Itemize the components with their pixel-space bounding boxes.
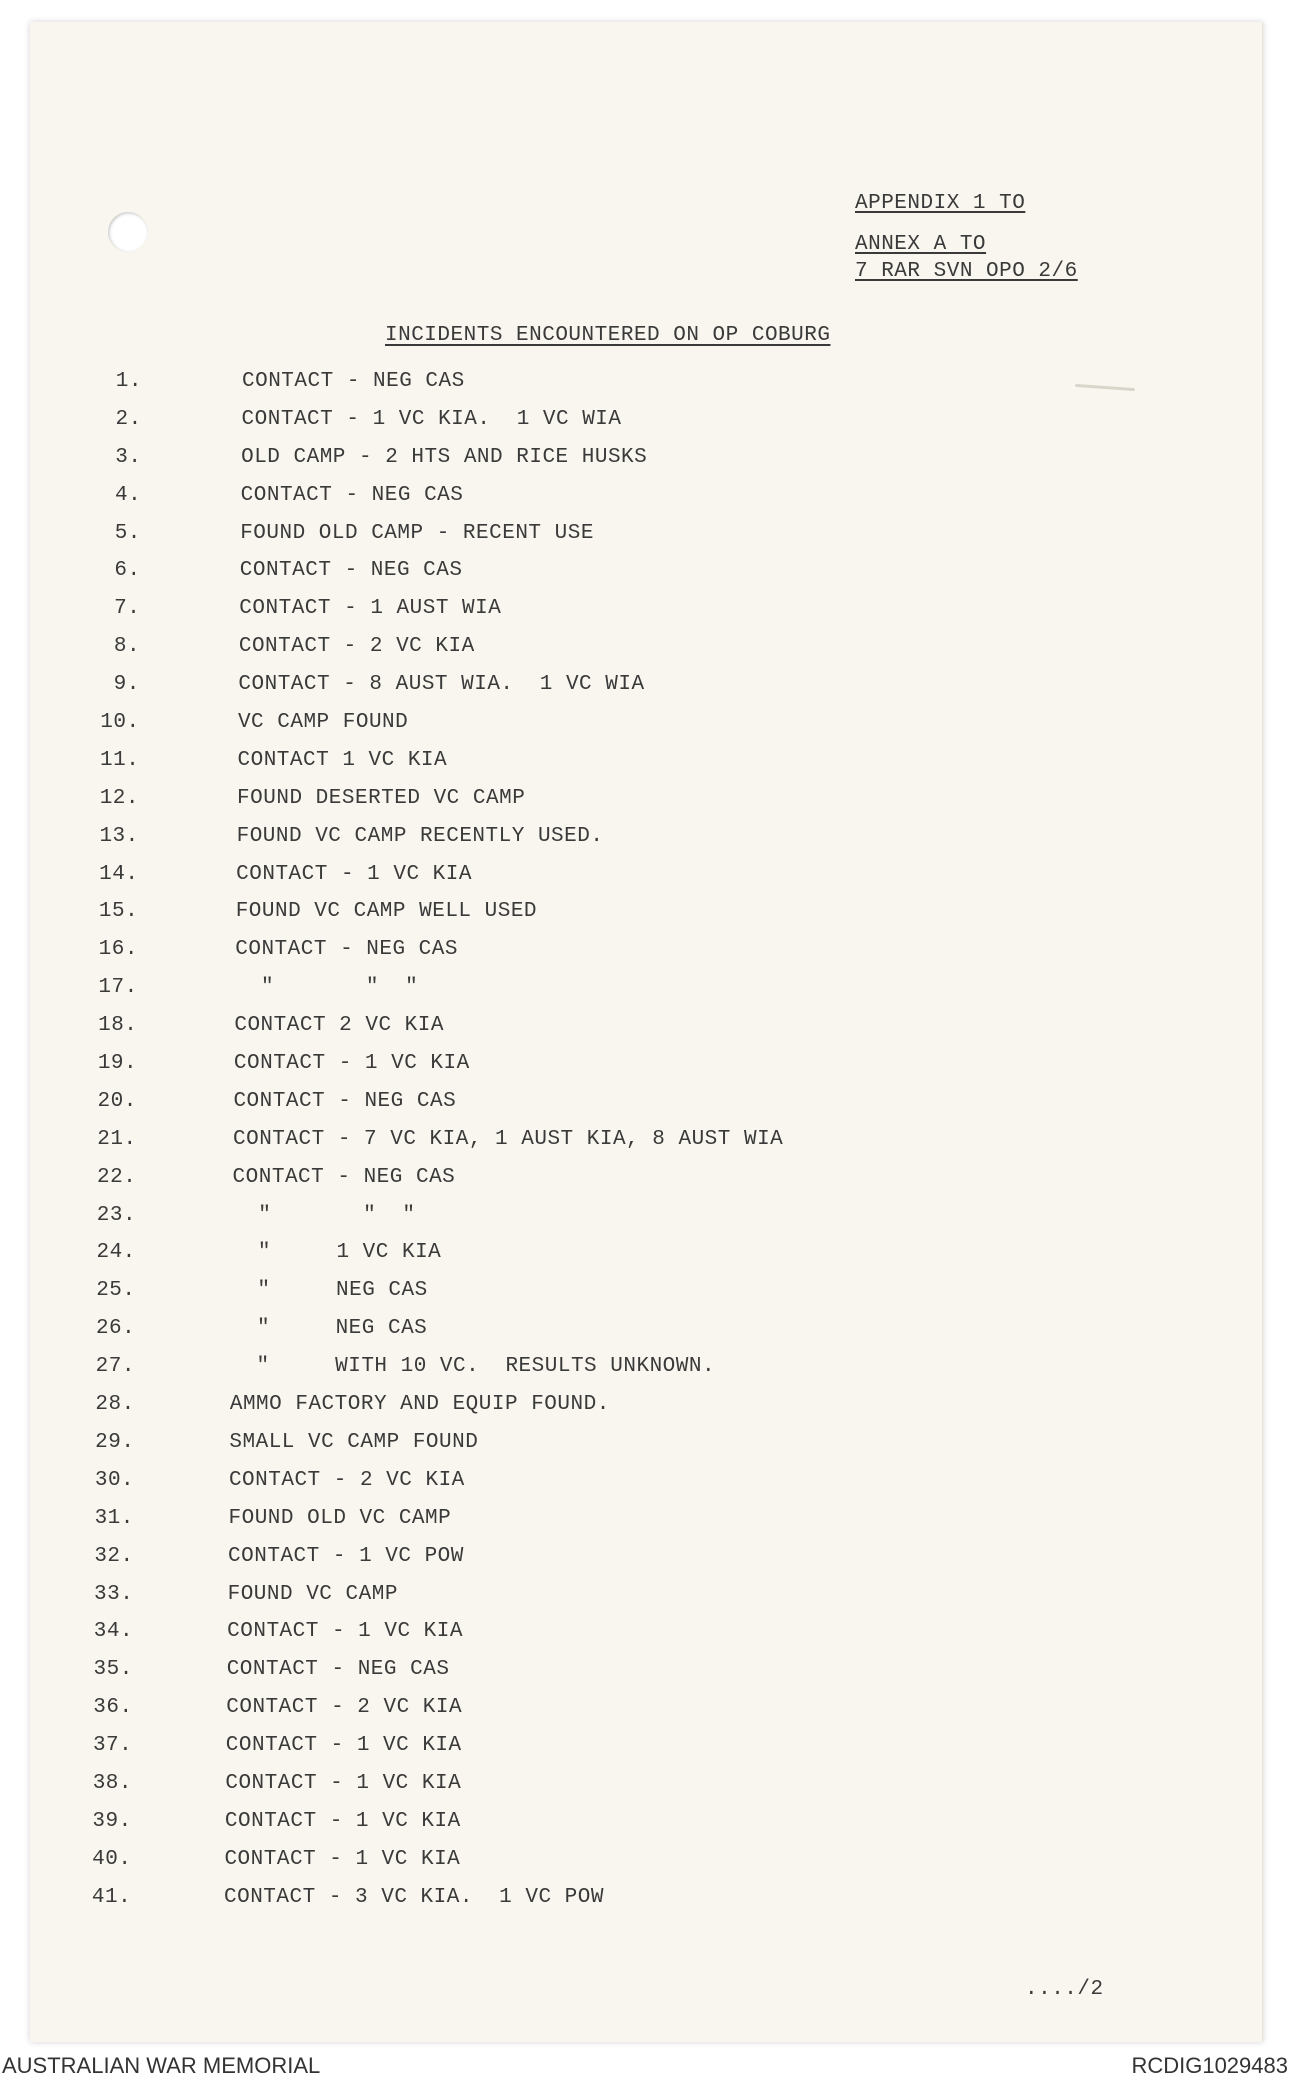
document-title: INCIDENTS ENCOUNTERED ON OP COBURG (385, 324, 831, 347)
incident-text: CONTACT - NEG CAS (232, 1165, 456, 1189)
incident-number: 9. (113, 673, 140, 697)
incident-number: 34. (93, 1620, 134, 1644)
incident-text: " WITH 10 VC. RESULTS UNKNOWN. (230, 1355, 716, 1379)
incident-text: FOUND VC CAMP WELL USED (235, 900, 538, 924)
incident-number: 28. (95, 1393, 135, 1417)
incident-text: FOUND OLD VC CAMP (228, 1506, 452, 1530)
incident-text: CONTACT - 1 VC KIA. 1 VC WIA (241, 407, 622, 431)
incident-text: FOUND VC CAMP (227, 1582, 398, 1606)
incident-row (0, 1886, 1291, 1924)
incident-number: 38. (92, 1771, 132, 1795)
incident-row (0, 1317, 1291, 1355)
incident-number: 27. (95, 1355, 135, 1379)
incident-text: FOUND OLD CAMP - RECENT USE (240, 521, 594, 545)
incident-number: 15. (98, 900, 139, 924)
incident-number: 4. (114, 483, 142, 507)
incident-row (0, 1355, 1291, 1393)
incident-number: 18. (98, 1014, 138, 1038)
incident-number: 30. (94, 1468, 135, 1492)
incident-text: CONTACT - NEG CAS (239, 559, 463, 583)
incident-text: CONTACT - NEG CAS (226, 1658, 450, 1682)
incident-text: CONTACT - 1 VC KIA (236, 862, 472, 886)
incident-text: CONTACT - 1 VC KIA (233, 1052, 470, 1076)
incident-row (0, 1204, 1291, 1242)
incident-row (0, 1772, 1291, 1810)
incident-number: 35. (93, 1658, 133, 1682)
incident-row (0, 408, 1291, 446)
incident-number: 39. (92, 1809, 132, 1833)
incident-row (0, 522, 1291, 560)
incident-row (0, 1128, 1291, 1166)
incident-number: 22. (97, 1165, 137, 1189)
footer-catalogue-id: RCDIG1029483 (1131, 2053, 1288, 2078)
incident-number: 1. (115, 370, 142, 393)
punch-hole (108, 212, 148, 252)
incident-text: CONTACT - 1 VC KIA (224, 1809, 461, 1833)
incident-row (0, 635, 1291, 673)
incident-number: 37. (92, 1734, 133, 1758)
incident-row (0, 1734, 1291, 1772)
incident-number: 16. (98, 938, 138, 962)
incident-text: FOUND DESERTED VC CAMP (237, 786, 526, 810)
incident-text: CONTACT - 2 VC KIA (228, 1468, 465, 1492)
incident-row (0, 446, 1291, 484)
incident-text: FOUND VC CAMP RECENTLY USED. (236, 824, 604, 848)
incident-row (0, 1507, 1291, 1545)
incident-number: 11. (99, 748, 140, 772)
appendix-reference (855, 190, 1078, 285)
incident-row (0, 1014, 1291, 1052)
incident-text: CONTACT - NEG CAS (235, 938, 458, 962)
incident-row (0, 1279, 1291, 1317)
incident-row (0, 863, 1291, 901)
incident-text: CONTACT - 1 VC KIA (224, 1847, 461, 1871)
incident-number: 5. (114, 521, 141, 545)
incident-row (0, 370, 1291, 408)
incident-number: 21. (97, 1127, 137, 1151)
incident-number: 33. (94, 1582, 134, 1606)
incident-text: CONTACT - 1 VC POW (228, 1544, 464, 1568)
incident-row (0, 976, 1291, 1014)
incident-row (0, 1658, 1291, 1696)
incident-number: 10. (100, 711, 140, 735)
incident-text: " NEG CAS (231, 1279, 428, 1303)
archive-footer (0, 2051, 1291, 2081)
incident-number: 20. (97, 1089, 137, 1113)
incident-row (0, 1469, 1291, 1507)
incident-number: 6. (114, 559, 141, 583)
incident-number: 41. (91, 1885, 132, 1909)
incident-text: CONTACT - 1 VC KIA (225, 1734, 462, 1758)
incident-text: " " " (232, 1203, 416, 1227)
incident-text: CONTACT - 1 AUST WIA (239, 597, 502, 621)
incident-text: CONTACT - 8 AUST WIA. 1 VC WIA (238, 673, 645, 697)
incident-text: " NEG CAS (230, 1317, 428, 1341)
incident-row (0, 673, 1291, 711)
incident-number: 12. (99, 786, 140, 810)
incident-text: CONTACT - 2 VC KIA (238, 635, 475, 659)
incident-row (0, 1052, 1291, 1090)
incident-text: VC CAMP FOUND (237, 711, 409, 735)
incident-row (0, 1848, 1291, 1886)
incident-row (0, 1696, 1291, 1734)
incident-text: CONTACT - 7 VC KIA, 1 AUST KIA, 8 AUST WIA (233, 1127, 784, 1151)
incident-row (0, 1241, 1291, 1279)
footer-institution: AUSTRALIAN WAR MEMORIAL (2, 2053, 321, 2078)
incident-row (0, 711, 1291, 749)
incident-row (0, 749, 1291, 787)
incident-number: 32. (94, 1544, 134, 1568)
incident-text: CONTACT - 1 VC KIA (225, 1771, 462, 1795)
incident-number: 2. (115, 407, 142, 431)
incident-number: 7. (114, 597, 141, 621)
incident-row (0, 559, 1291, 597)
incident-number: 14. (99, 862, 139, 886)
incident-number: 24. (96, 1241, 136, 1265)
appendix-line-3: 7 RAR SVN OPO 2/6 (855, 260, 1078, 283)
incident-number: 13. (99, 824, 139, 848)
incident-text: CONTACT - 1 VC KIA (227, 1620, 463, 1644)
incident-number: 29. (95, 1430, 135, 1454)
incident-text: CONTACT 1 VC KIA (237, 748, 448, 772)
incident-text: CONTACT - NEG CAS (233, 1089, 457, 1113)
incident-text: " 1 VC KIA (231, 1241, 442, 1265)
incident-text: CONTACT - NEG CAS (240, 483, 464, 507)
incident-row (0, 1583, 1291, 1621)
incident-number: 23. (96, 1203, 137, 1227)
incident-number: 17. (98, 976, 138, 1000)
incident-row (0, 1545, 1291, 1583)
incident-number: 8. (113, 635, 141, 659)
incident-text: CONTACT 2 VC KIA (234, 1014, 444, 1038)
incident-row (0, 938, 1291, 976)
incident-row (0, 900, 1291, 938)
appendix-line-1: APPENDIX 1 TO (855, 192, 1026, 215)
incident-text: SMALL VC CAMP FOUND (229, 1430, 479, 1454)
incident-number: 26. (95, 1317, 136, 1341)
incident-row (0, 1431, 1291, 1469)
incident-row (0, 597, 1291, 635)
incident-text: AMMO FACTORY AND EQUIP FOUND. (229, 1393, 610, 1417)
incident-row (0, 1810, 1291, 1848)
incident-number: 36. (93, 1696, 133, 1720)
incident-text: CONTACT - 3 VC KIA. 1 VC POW (224, 1885, 604, 1909)
incident-text: CONTACT - NEG CAS (242, 370, 465, 393)
incident-row (0, 484, 1291, 522)
incident-row (0, 1393, 1291, 1431)
incident-number: 19. (97, 1052, 138, 1076)
incident-number: 40. (92, 1847, 132, 1871)
incident-text: " " " (234, 976, 419, 1000)
page-continuation: ..../2 (1025, 1978, 1104, 2001)
incident-row (0, 1090, 1291, 1128)
appendix-line-2: ANNEX A TO (855, 233, 987, 256)
incident-number: 31. (94, 1506, 134, 1530)
incident-number: 25. (96, 1279, 136, 1303)
incident-row (0, 1620, 1291, 1658)
incident-text: OLD CAMP - 2 HTS AND RICE HUSKS (241, 445, 648, 469)
incident-number: 3. (115, 445, 142, 469)
incident-list (0, 370, 1291, 1924)
incident-text: CONTACT - 2 VC KIA (226, 1696, 463, 1720)
incident-row (0, 1166, 1291, 1204)
incident-row (0, 825, 1291, 863)
incident-row (0, 787, 1291, 825)
